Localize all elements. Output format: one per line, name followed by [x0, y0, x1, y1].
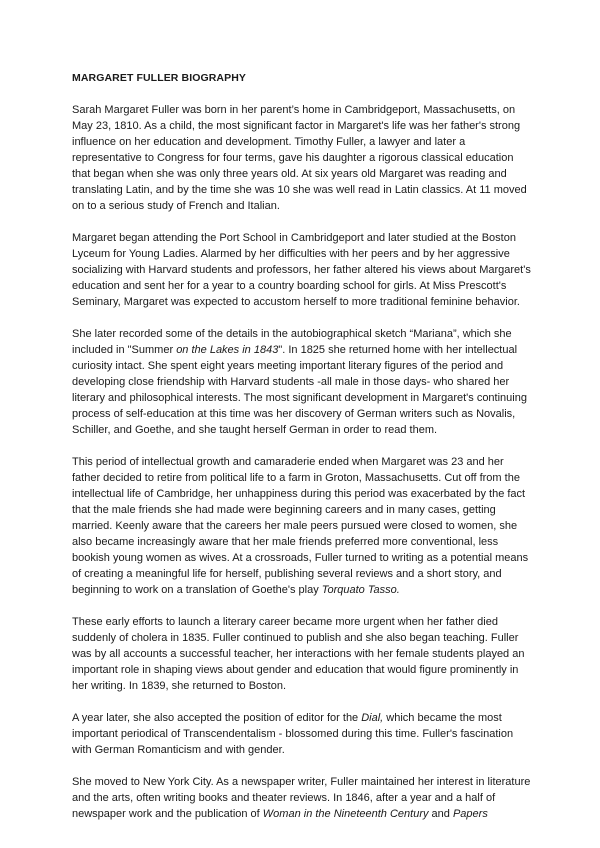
paragraph-7-text-a: She moved to New York City. As a newspaper writer, Fuller maintained her interest in literature and the arts, often writing books and theater reviews. In 1846, after a year and a half of newspaper work and the publication of	[72, 776, 531, 820]
paragraph-3-text-b: ". In 1825 she returned home with her intellectual curiosity intact. She spent eight years meeting important literary figures of the period and developing close friendship with Harvard students -all male in those days- who shared her literary and philosophical interests. The most significant development in Margaret's continuing process of self-education at this time was her discovery of German writers such as Novalis, Schiller, and Goethe, and she taught herself German in order to read them.	[72, 344, 527, 436]
paragraph-5: These early efforts to launch a literary career became more urgent when her father died suddenly of cholera in 1835. Fuller continued to publish and she also began teaching. Fuller was by all accounts a successful teacher, her interactions with her female students played an important role in shaping views about gender and education that would figure prominently in her writing. In 1839, she returned to Boston.	[72, 616, 525, 692]
paragraph-7-text-b: and	[428, 808, 453, 820]
paragraph-4-text: This period of intellectual growth and camaraderie ended when Margaret was 23 and her father decided to retire from political life to a farm in Groton, Massachusetts. Cut off from the intellectual life of Cambridge, her unhappiness during this period was exacerbated by the fact that the male friends she had made were beginning careers and in many cases, getting married. Keenly aware that the careers her male peers pursued were closed to women, she also became increasingly aware that her male friends preferred more conventional, less bookish young women as wives. At a crossroads, Fuller turned to writing as a potential means of creating a meaningful life for herself, publishing several reviews and a short story, and beginning to work on a translation of Goethe's play	[72, 456, 529, 596]
paragraph-2: Margaret began attending the Port School in Cambridgeport and later studied at the Boston Lyceum for Young Ladies. Alarmed by her difficulties with her peers and by her aggressive socializing with Harvard students and professors, her father altered his views about Margaret's education and sent her for a year to a country boarding school for girls. At Miss Prescott's Seminary, Margaret was expected to accustom herself to more traditional feminine behavior.	[72, 232, 531, 308]
italic-periodical-title: Dial,	[361, 712, 384, 724]
italic-book-title-3: Papers	[452, 808, 488, 820]
paragraph-4	[72, 454, 532, 598]
page-title: MARGARET FULLER BIOGRAPHY	[72, 72, 246, 84]
document-body	[72, 71, 532, 838]
paragraph-3	[72, 326, 532, 438]
italic-book-title-2: Woman in the Nineteenth Century	[262, 808, 429, 820]
paragraph-1: Sarah Margaret Fuller was born in her parent’s home in Cambridgeport, Massachusetts, on May 23, 1810. As a child, the most significant factor in Margaret's life was her father's strong influence on her education and development. Timothy Fuller, a lawyer and later a representative to Congress for four terms, gave his daughter a rigorous classical education that began when she was only three years old. At six years old Margaret was reading and translating Latin, and by the time she was 10 she was well read in Latin classics. At 11 moved on to a serious study of French and Italian.	[72, 104, 527, 212]
italic-play-title: Torquato Tasso.	[321, 584, 400, 596]
italic-book-title: on the Lakes in 1843	[176, 344, 279, 356]
paragraph-6-text-a: A year later, she also accepted the position of editor for the	[72, 712, 362, 724]
paragraph-6-text-b: which became the most important periodical of Transcendentalism - blossomed during this time. Fuller's fascination with German Romanticism and with gender.	[72, 712, 514, 756]
paragraph-3-text-a: She later recorded some of the details in the autobiographical sketch “Mariana”, which she included in "Summer	[72, 328, 512, 356]
paragraph-6	[72, 710, 532, 758]
paragraph-7	[72, 774, 532, 822]
